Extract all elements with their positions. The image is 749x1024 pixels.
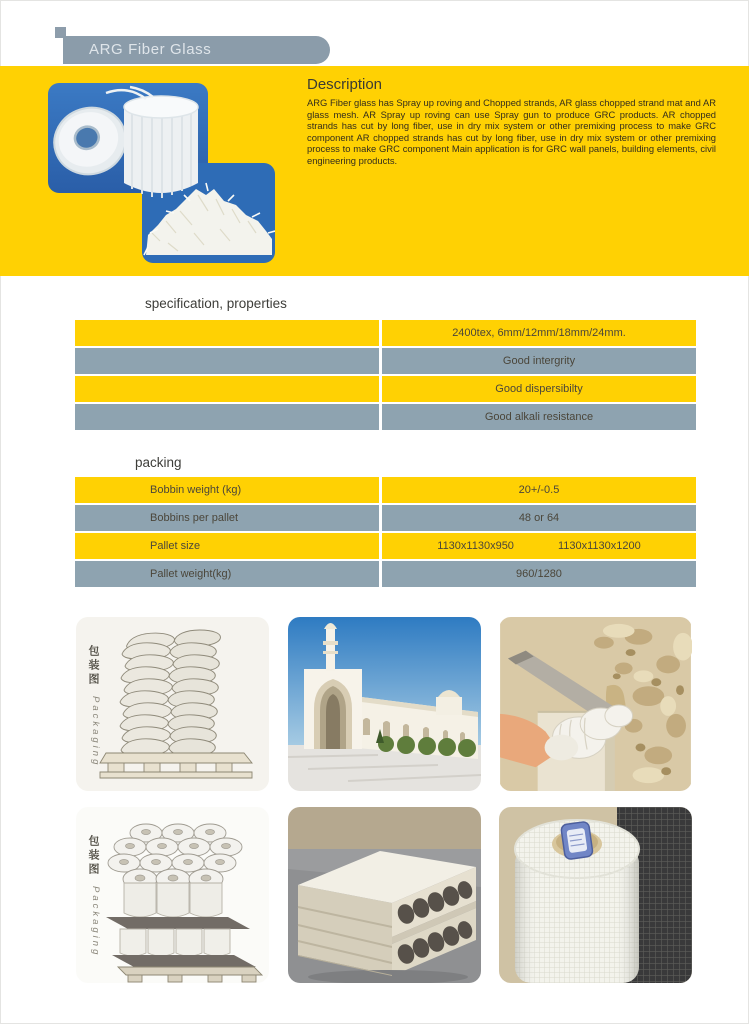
table-row: [75, 533, 696, 559]
spec-value-cell: 2400tex, 6mm/12mm/18mm/24mm.: [382, 320, 696, 346]
packaging-label: [85, 645, 101, 767]
table-row: [75, 348, 696, 374]
packaging-label-cn: 包装图: [87, 835, 99, 877]
packing-label-cell: Pallet size: [75, 533, 379, 559]
packing-table: [75, 477, 696, 589]
packing-value-cell: 960/1280: [382, 561, 696, 587]
spec-value-cell: Good intergrity: [382, 348, 696, 374]
packing-label-cell: Pallet weight(kg): [75, 561, 379, 587]
packaging-label-en: Packaging: [90, 696, 101, 768]
spec-label-cell: [75, 348, 379, 374]
table-row: [75, 376, 696, 402]
packing-label-cell: Bobbin weight (kg): [75, 477, 379, 503]
description-text: ARG Fiber glass has Spray up roving and Chopped strands, AR glass chopped strand mat and AR glass mesh. AR Spray up roving can use Spray gun to produce GRC products. AR chopped strands has cut by long fiber, use in dry mix system or other premixing process to make GRC component AR chopped strands has cut by long fiber, use in dry mix system or other premixing process to make GRC component Main application is for GRC wall panels, building elements, civil engineering products.: [307, 97, 716, 166]
packing-value-cell: 20+/-0.5: [382, 477, 696, 503]
spec-label-cell: [75, 320, 379, 346]
plastering-wall-image: [499, 617, 692, 791]
fiberglass-mesh-roll-image: [499, 807, 692, 983]
packing-value-cell: 48 or 64: [382, 505, 696, 531]
packaging-label: [85, 835, 101, 957]
pallet-size-value-1: 1130x1130x950: [437, 540, 514, 552]
spec-value-cell: Good dispersibilty: [382, 376, 696, 402]
specification-heading: specification, properties: [145, 296, 287, 311]
fiberglass-rovings-photo: [48, 83, 275, 265]
packaging-bobbins-pallet-image: [76, 807, 269, 983]
pallet-size-value-2: 1130x1130x1200: [557, 540, 641, 552]
table-row: [75, 404, 696, 430]
table-row: [75, 505, 696, 531]
packing-label-cell: Bobbins per pallet: [75, 505, 379, 531]
table-row: [75, 320, 696, 346]
packaging-label-cn: 包装图: [87, 645, 99, 687]
packaging-label-en: Packaging: [90, 886, 101, 958]
spec-label-cell: [75, 404, 379, 430]
hollow-core-panels-image: [288, 807, 481, 983]
mosque-building-image: [288, 617, 481, 791]
packing-value-cell: [382, 533, 696, 559]
table-row: [75, 561, 696, 587]
specification-table: [75, 320, 696, 432]
packaging-bags-pallet-image: [76, 617, 269, 791]
packing-heading: packing: [135, 455, 182, 470]
table-row: [75, 477, 696, 503]
spec-value-cell: Good alkali resistance: [382, 404, 696, 430]
description-heading: Description: [307, 76, 383, 93]
spec-label-cell: [75, 376, 379, 402]
page-title: ARG Fiber Glass: [63, 36, 330, 64]
